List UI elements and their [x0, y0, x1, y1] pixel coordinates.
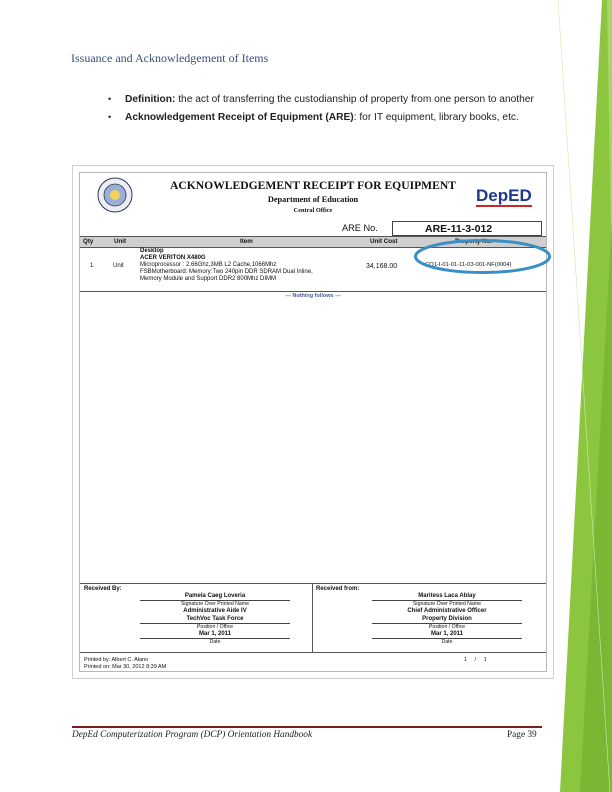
receipt-office: Central Office [293, 207, 333, 214]
col-item: Item [240, 238, 253, 245]
bullet-text [125, 93, 534, 106]
item-type: Desktop [140, 248, 164, 254]
are-number: ARE-11-3-012 [392, 221, 542, 236]
received-by-name: Pamela Caeg Loveria [140, 592, 290, 601]
are-receipt-image [72, 165, 554, 679]
bullet-body: : for IT equipment, library books, etc. [353, 112, 519, 123]
bullet-list [108, 93, 540, 129]
bullet-body: the act of transferring the custodianship of property from one person to another [175, 94, 534, 105]
receipt-form [79, 172, 547, 672]
bullet-dot: • [108, 112, 112, 122]
date-caption: Date [209, 639, 221, 645]
received-from-label: Received from: [316, 586, 360, 592]
deped-logo-text: DepED [476, 186, 532, 205]
printed-by: Printed by: Albert C. Alano [84, 657, 149, 663]
received-by-position: Administrative Aide IV [183, 608, 247, 614]
section-heading: Issuance and Acknowledgement of Items [71, 51, 269, 65]
received-from-date: Mar 1, 2011 [372, 630, 522, 639]
footer-rule [72, 726, 542, 728]
bullet-are [108, 111, 540, 124]
item-spec-3: Memory Module and Support DDR2 800Mhz DIMM [140, 276, 277, 282]
position-caption: Position / Office [428, 624, 466, 630]
bullet-term: Definition: [125, 94, 176, 105]
received-from-block [312, 584, 546, 652]
received-by-block [80, 584, 313, 652]
are-label: ARE No. [342, 223, 378, 233]
page-number: Page 39 [507, 730, 537, 740]
received-from-name: Maritess Laca Ablay [372, 592, 522, 601]
footer-title: DepEd Computerization Program (DCP) Orientation Handbook [72, 730, 313, 740]
col-unit: Unit [114, 238, 127, 245]
bullet-definition [108, 93, 540, 106]
highlight-circle [413, 238, 552, 275]
received-from-position: Chief Administrative Officer [407, 608, 487, 614]
received-by-label: Received By: [84, 586, 122, 592]
print-info [84, 657, 166, 671]
cell-item [140, 248, 370, 283]
item-spec-1: Microprocessor : 2.66Ghz,3MB L2 Cache,1066Mhz [140, 262, 277, 268]
col-unit-cost: Unit Cost [370, 238, 398, 245]
printed-on: Printed on: Mar 30, 2012 8:39 AM [84, 664, 167, 670]
bullet-text [125, 111, 519, 124]
receipt-department: Department of Education [267, 195, 359, 204]
item-spec-2: FSBMotherboard: Memory:Two 240pin DDR SDRAM Dual Inline, [140, 269, 313, 275]
bullet-dot: • [108, 94, 112, 104]
receipt-page-count: 1 / 1 [464, 657, 490, 663]
date-caption: Date [441, 639, 453, 645]
signature-caption: Signature Over Printed Name [180, 601, 250, 607]
position-caption: Position / Office [196, 624, 234, 630]
col-property-no: Property No. [455, 238, 493, 245]
received-by-office: TechVoc Task Force [140, 615, 290, 624]
received-from-office: Property Division [372, 615, 522, 624]
cell-property-no: CO1-I-01-01-11-03-001-NF(0004) [425, 262, 512, 268]
col-qty: Qty [83, 238, 94, 245]
cell-unit-cost: 34,168.00 [366, 263, 398, 270]
item-model: ACER VERITON X480G [140, 255, 206, 261]
cell-qty: 1 [90, 263, 94, 269]
nothing-follows: --- Nothing follows --- [285, 293, 341, 299]
deped-logo [474, 181, 534, 211]
receipt-title: ACKNOWLEDGEMENT RECEIPT FOR EQUIPMENT [170, 179, 456, 192]
received-by-date: Mar 1, 2011 [140, 630, 290, 639]
signature-caption: Signature Over Printed Name [412, 601, 482, 607]
bullet-term: Acknowledgement Receipt of Equipment (ARE) [125, 112, 354, 123]
deped-logo-icon [474, 181, 534, 211]
signature-section [80, 583, 546, 653]
cell-unit: Unit [113, 263, 124, 269]
